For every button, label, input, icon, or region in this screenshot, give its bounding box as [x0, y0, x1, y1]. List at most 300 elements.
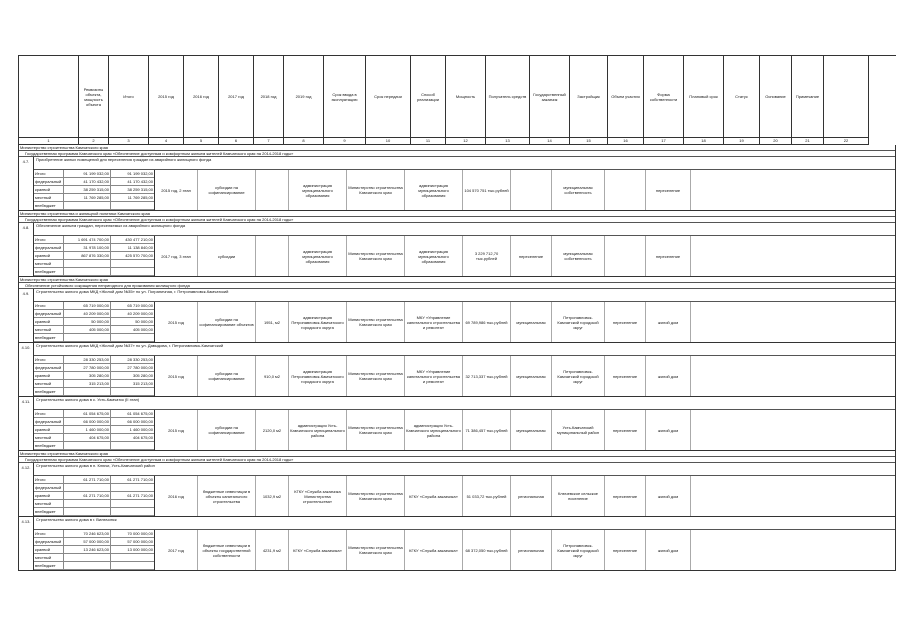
financing-row [34, 554, 154, 562]
financing-value [111, 334, 154, 341]
financing-row [34, 426, 154, 434]
object-cell: 3 229 712,70 тыс.рублей [463, 236, 511, 276]
financing-row [34, 530, 154, 538]
financing-row [34, 418, 154, 426]
financing-row [34, 310, 154, 318]
financing-value: внебюджет [34, 508, 64, 515]
object-cell: жилой дом [646, 476, 691, 516]
financing-value: 425 570 700,00 [125, 253, 153, 258]
object-cell: 104 570 751 тыс.рублей [463, 170, 511, 210]
header-cell [19, 56, 79, 138]
financing-value: 11 769 285,00 [64, 194, 111, 201]
financing-row [34, 538, 154, 546]
header-cell: 2019 год [284, 56, 324, 138]
financing-value: краевой [34, 372, 64, 379]
header-cell: Примечание [792, 56, 824, 138]
object-cell: администрация Усть-Камчатского муниципального района [405, 410, 463, 450]
object-cell: КГКУ «Служба заказчика» [405, 530, 463, 570]
financing-value: краевой [34, 318, 64, 325]
section-title: Министерство строительства Камчатского края [19, 145, 895, 151]
column-number: 10 [366, 138, 411, 145]
financing-value: 65 719 000,00 [64, 302, 111, 309]
object-cell: жилой дом [646, 302, 691, 342]
financing-value: федеральный [34, 538, 64, 545]
financing-value: местный [34, 326, 64, 333]
object-cell: жилой дом [646, 410, 691, 450]
object-cell: субсидии на софинансирование объектов [198, 302, 256, 342]
object-cell: 1951, м2 [256, 302, 289, 342]
object-cell [256, 236, 289, 276]
financing-value: внебюджет [34, 202, 64, 209]
object-cell: администрация Петропавловск-Камчатского городского округа [289, 302, 347, 342]
financing-value: 315 213,00 [64, 380, 111, 387]
financing-value: местный [34, 194, 64, 201]
header-cell: Срок передачи [366, 56, 411, 138]
financing-row [34, 476, 154, 484]
object-name: Строительство жилого дома МКД «Жилой дом №37» по ул. Давыдова, г. Петропавловск-Камчатский [34, 343, 895, 356]
financing-value: 41 170 432,00 [127, 179, 153, 184]
header-cell: Основание [760, 56, 792, 138]
object-cell: администрация Усть-Камчатского муниципального района [289, 410, 347, 450]
column-number: 9 [324, 138, 366, 145]
column-number: 16 [608, 138, 644, 145]
object-number: 4.9. [19, 289, 34, 342]
object-cell: переселение [646, 236, 691, 276]
financing-value: 1 460 000,00 [64, 426, 111, 433]
column-number: 6 [219, 138, 254, 145]
object-number: 4.12. [19, 463, 34, 516]
object-cell: 1032,9 м2 [256, 476, 289, 516]
object-cell: 910,0 м2 [256, 356, 289, 396]
object-cell [605, 236, 646, 276]
financing-value: федеральный [34, 364, 64, 371]
table-body [18, 145, 896, 571]
object-cell: субсидии на софинансирование [198, 410, 256, 450]
object-name: Приобретение жилых помещений для переселения граждан из аварийного жилищного фонда [34, 157, 895, 170]
financing-row [34, 388, 154, 396]
financing-value: 40 209 000,00 [64, 310, 111, 317]
object-cell: 2017 год [155, 530, 198, 570]
object-cell: переселение [605, 410, 646, 450]
object-cell: муниципальная [511, 410, 552, 450]
header-cell: Итого [109, 56, 149, 138]
object-cell: администрация муниципального образования [405, 236, 463, 276]
object-cell: муниципальная [511, 356, 552, 396]
object-cell: субсидии на софинансирование [198, 356, 256, 396]
object-cell: переселение [605, 302, 646, 342]
header-cell: 2015 год [149, 56, 184, 138]
financing-block [34, 410, 155, 450]
object-cell: 32 713,337 тыс.рублей [463, 356, 511, 396]
financing-value: 31 978 100,00 [64, 244, 111, 251]
object-cell: региональная [511, 530, 552, 570]
object-cell: субсидии [198, 236, 256, 276]
financing-value: 40 209 000,00 [127, 311, 153, 316]
header-cell: 2017 год [219, 56, 254, 138]
column-number: 17 [644, 138, 684, 145]
object-cell: КГКУ «Служба заказчика» [289, 530, 347, 570]
object-cell: Министерство строительства Камчатского края [347, 410, 405, 450]
financing-row [34, 186, 154, 194]
object-cell: КГКУ «Служба заказчика Министерства строительства» [289, 476, 347, 516]
financing-value [111, 500, 154, 507]
object-cell: МКУ «Управление капитального строительства и ремонта» [405, 302, 463, 342]
object-cell: 2120,0 м2 [256, 410, 289, 450]
object-name: Строительство жилого дома в г. Вилючинск [34, 517, 895, 530]
object-cell [511, 170, 552, 210]
financing-value: 405 000,00 [132, 327, 153, 332]
program-title: Обеспечение устойчивого сокращения непригодного для проживания жилищного фонда [19, 283, 895, 289]
financing-value [111, 562, 154, 569]
program-title: Государственная программа Камчатского края «Обеспечение доступным и комфортным жильем жителей Камчатского края на 2014-2018 годы» [19, 457, 895, 463]
object-cell: переселение [646, 170, 691, 210]
column-number: 3 [109, 138, 149, 145]
column-numbers-row [18, 138, 896, 145]
financing-value: 404 675,00 [64, 434, 111, 441]
object-number: 4.7. [19, 157, 34, 210]
financing-value: 28 330 253,00 [64, 356, 111, 363]
financing-value: 13 000 000,00 [127, 547, 153, 552]
financing-value: Итого [34, 356, 64, 363]
financing-value [111, 268, 154, 275]
financing-value: 65 719 000,00 [127, 303, 153, 308]
object-cell: жилой дом [646, 356, 691, 396]
header-cell: Получатель средств [486, 56, 530, 138]
financing-value: местный [34, 500, 64, 507]
financing-value [64, 500, 111, 507]
financing-value: 305 280,00 [64, 372, 111, 379]
object-cell: муниципальная [511, 302, 552, 342]
financing-value: 404 675,00 [132, 435, 153, 440]
header-cell: Застройщик [570, 56, 608, 138]
object-cell: бюджетные инвестиции в объекты государственной собственности [198, 530, 256, 570]
financing-value: 50 000,00 [64, 318, 111, 325]
object-cell: переселение [511, 236, 552, 276]
financing-row [34, 202, 154, 210]
financing-value: 61 271 710,00 [64, 492, 111, 499]
financing-value: 50 000,00 [135, 319, 153, 324]
object-cell: Министерство строительства Камчатского края [347, 530, 405, 570]
header-cell: Мощность [446, 56, 486, 138]
object-cell: жилой дом [646, 530, 691, 570]
financing-row [34, 410, 154, 418]
object-cell: 2015 год, 2 этап [155, 170, 198, 210]
financing-value [64, 484, 111, 491]
financing-value: 11 769 285,00 [127, 195, 153, 200]
header-cell: Плановый срок [684, 56, 724, 138]
object-row [19, 397, 895, 451]
financing-value: федеральный [34, 310, 64, 317]
financing-value: 27 780 000,00 [127, 365, 153, 370]
financing-block [34, 476, 155, 516]
financing-row [34, 170, 154, 178]
financing-block [34, 530, 155, 570]
financing-value: федеральный [34, 418, 64, 425]
financing-row [34, 500, 154, 508]
financing-value: 61 271 710,00 [64, 476, 111, 483]
financing-row [34, 302, 154, 310]
column-number: 13 [486, 138, 530, 145]
financing-row [34, 334, 154, 342]
financing-value: Итого [34, 410, 64, 417]
financing-value [64, 562, 111, 569]
object-cell: администрация муниципального образования [405, 170, 463, 210]
object-cell: 71 386,457 тыс.рублей [463, 410, 511, 450]
financing-value: 70 246 623,00 [64, 530, 111, 537]
object-cell: 2015 год [155, 356, 198, 396]
section [18, 211, 896, 277]
object-cell: Министерство строительства Камчатского края [347, 302, 405, 342]
financing-row [34, 484, 154, 492]
financing-value: 61 271 710,00 [127, 477, 153, 482]
column-number: 4 [149, 138, 184, 145]
financing-value: 28 330 253,00 [127, 357, 153, 362]
financing-value [64, 442, 111, 449]
financing-value: местный [34, 434, 64, 441]
column-number: 7 [254, 138, 284, 145]
financing-value: 66 000 000,00 [64, 418, 111, 425]
object-cell: 4231,9 м2 [256, 530, 289, 570]
object-cell: 2017 год, 3 этап [155, 236, 198, 276]
column-number: 15 [570, 138, 608, 145]
object-cell: Ключевское сельское поселение [552, 476, 605, 516]
financing-value: 57 000 000,00 [64, 538, 111, 545]
financing-value: 1 460 000,00 [129, 427, 153, 432]
financing-value: внебюджет [34, 268, 64, 275]
financing-value [64, 388, 111, 395]
financing-value: внебюджет [34, 334, 64, 341]
object-cell: Петропавловск-Камчатский городской округ [552, 356, 605, 396]
column-number: 21 [792, 138, 824, 145]
financing-value: 66 000 000,00 [127, 419, 153, 424]
object-cell [605, 170, 646, 210]
financing-block [34, 356, 155, 396]
header-cell: 2016 год [184, 56, 219, 138]
column-number: 1 [19, 138, 79, 145]
object-row [19, 343, 895, 397]
column-number: 5 [184, 138, 219, 145]
financing-block [34, 170, 155, 210]
object-name: Строительство жилого дома в с. Усть-Камчатск (II этап) [34, 397, 895, 410]
financing-value: 1 691 474 700,00 [64, 236, 111, 243]
financing-row [34, 194, 154, 202]
object-row [19, 289, 895, 343]
object-cell: 51 033,72 тыс.рублей [463, 476, 511, 516]
financing-value: 61 054 675,00 [127, 411, 153, 416]
financing-row [34, 244, 154, 252]
object-cell: переселение [605, 530, 646, 570]
object-cell: администрация муниципального образования [289, 170, 347, 210]
object-cell: 69 789,986 тыс.рублей [463, 302, 511, 342]
section [18, 277, 896, 451]
object-cell: 2015 год [155, 410, 198, 450]
object-cell: Министерство строительства Камчатского края [347, 476, 405, 516]
object-row [19, 157, 895, 211]
object-cell: бюджетные инвестиции в объекты капитального строительства [198, 476, 256, 516]
section [18, 145, 896, 211]
financing-value [111, 508, 154, 515]
financing-value: Итого [34, 302, 64, 309]
object-cell: переселение [605, 356, 646, 396]
financing-value: краевой [34, 252, 64, 259]
financing-value: 38 259 315,00 [64, 186, 111, 193]
financing-row [34, 178, 154, 186]
financing-value: местный [34, 380, 64, 387]
column-number: 2 [79, 138, 109, 145]
object-name: Обеспечение жильем граждан, переселяемых из аварийного жилищного фонда [34, 223, 895, 236]
financing-row [34, 442, 154, 450]
object-cell: 68 372,050 тыс.рублей [463, 530, 511, 570]
object-row [19, 517, 895, 571]
object-cell: администрация муниципального образования [289, 236, 347, 276]
financing-value: краевой [34, 426, 64, 433]
header-cell: Способ реализации [411, 56, 446, 138]
financing-value [111, 484, 154, 491]
financing-value: 61 054 675,00 [64, 410, 111, 417]
financing-value: местный [34, 260, 64, 267]
object-cell: муниципальная собственность [552, 236, 605, 276]
object-cell: переселение [605, 476, 646, 516]
section-title: Министерство строительства Камчатского края [19, 451, 895, 457]
financing-row [34, 236, 154, 244]
financing-value: внебюджет [34, 562, 64, 569]
object-number: 4.13. [19, 517, 34, 570]
financing-row [34, 562, 154, 570]
financing-row [34, 268, 154, 276]
object-cell: 2015 год [155, 302, 198, 342]
header-cell: Форма собственности [644, 56, 684, 138]
financing-value: местный [34, 554, 64, 561]
table-header [18, 55, 896, 138]
object-name: Строительство жилого дома в п. Ключи, Усть-Камчатский район [34, 463, 895, 476]
financing-row [34, 380, 154, 388]
financing-value [64, 554, 111, 561]
financing-value: федеральный [34, 484, 64, 491]
object-cell: администрация Петропавловск-Камчатского городского округа [289, 356, 347, 396]
object-cell: Министерство строительства Камчатского края [347, 236, 405, 276]
financing-row [34, 546, 154, 554]
column-number: 12 [446, 138, 486, 145]
financing-value: 315 213,00 [132, 381, 153, 386]
financing-value [64, 508, 111, 515]
column-number: 19 [724, 138, 760, 145]
financing-value: 305 280,00 [132, 373, 153, 378]
column-number: 18 [684, 138, 724, 145]
column-number: 8 [284, 138, 324, 145]
object-cell: Усть-Камчатский муниципальный район [552, 410, 605, 450]
object-number: 4.11. [19, 397, 34, 450]
financing-value: 70 000 000,00 [127, 531, 153, 536]
financing-value [64, 202, 111, 209]
object-cell: Петропавловск-Камчатский городской округ [552, 302, 605, 342]
object-cell: муниципальная собственность [552, 170, 605, 210]
object-number: 4.8. [19, 223, 34, 276]
object-cell: МКУ «Управление капитального строительства и ремонта» [405, 356, 463, 396]
financing-value: 11 138 840,00 [127, 245, 153, 250]
object-row [19, 463, 895, 517]
financing-value: 91 199 032,00 [127, 171, 153, 176]
document-sheet [18, 55, 896, 635]
financing-value: Итого [34, 170, 64, 177]
financing-value: 13 246 623,00 [64, 546, 111, 553]
header-cell: Государственный заказчик [530, 56, 570, 138]
financing-value: 38 259 315,00 [127, 187, 153, 192]
program-title: Государственная программа Камчатского края «Обеспечение доступным и комфортным жильем жителей Камчатского края на 2014-2018 годы» [19, 151, 895, 157]
financing-row [34, 260, 154, 268]
financing-row [34, 326, 154, 334]
financing-value: краевой [34, 186, 64, 193]
financing-row [34, 364, 154, 372]
financing-value: краевой [34, 492, 64, 499]
program-title: Государственная программа Камчатского края «Обеспечение доступным и комфортным жильем жителей Камчатского края на 2014-2018 годы» [19, 217, 895, 223]
financing-value: Итого [34, 236, 64, 243]
header-cell: Реквизиты объекта, мощность объекта [79, 56, 109, 138]
financing-value: внебюджет [34, 442, 64, 449]
object-number: 4.10. [19, 343, 34, 396]
financing-value: Итого [34, 530, 64, 537]
header-cell: Объем участия [608, 56, 644, 138]
financing-row [34, 318, 154, 326]
financing-value [111, 260, 154, 267]
header-cell: Срок ввода в эксплуатацию [324, 56, 366, 138]
object-cell: Министерство строительства Камчатского края [347, 356, 405, 396]
object-cell: Министерство строительства Камчатского края [347, 170, 405, 210]
financing-value: 405 000,00 [64, 326, 111, 333]
financing-value [111, 442, 154, 449]
financing-value: Итого [34, 476, 64, 483]
financing-value [111, 202, 154, 209]
financing-row [34, 372, 154, 380]
financing-value [64, 268, 111, 275]
financing-value: 61 271 710,00 [127, 493, 153, 498]
section-title: Министерство строительства Камчатского края [19, 277, 895, 283]
header-cell: Статус [724, 56, 760, 138]
financing-value [111, 388, 154, 395]
financing-value: 27 780 000,00 [64, 364, 111, 371]
section [18, 451, 896, 571]
column-number: 14 [530, 138, 570, 145]
header-cell [824, 56, 869, 138]
financing-value: 41 170 432,00 [64, 178, 111, 185]
object-cell [256, 170, 289, 210]
header-cell: 2018 год [254, 56, 284, 138]
object-cell: КГКУ «Служба заказчика» [405, 476, 463, 516]
financing-row [34, 252, 154, 260]
financing-row [34, 356, 154, 364]
column-number: 11 [411, 138, 446, 145]
financing-block [34, 302, 155, 342]
financing-value: 867 876 330,00 [64, 252, 111, 259]
financing-value: федеральный [34, 244, 64, 251]
section-title: Министерство строительства и жилищной политики Камчатского края [19, 211, 895, 217]
financing-row [34, 492, 154, 500]
financing-block [34, 236, 155, 276]
financing-value: 430 477 210,00 [125, 237, 153, 242]
object-cell: субсидии на софинансирование [198, 170, 256, 210]
column-number: 22 [824, 138, 869, 145]
financing-value [111, 554, 154, 561]
financing-row [34, 434, 154, 442]
object-cell: региональная [511, 476, 552, 516]
financing-row [34, 508, 154, 516]
object-row [19, 223, 895, 277]
object-cell: 2016 год [155, 476, 198, 516]
financing-value: федеральный [34, 178, 64, 185]
object-cell: Петропавловск-Камчатский городской округ [552, 530, 605, 570]
financing-value: 91 199 032,00 [64, 170, 111, 177]
column-number: 20 [760, 138, 792, 145]
financing-value: 57 000 000,00 [127, 539, 153, 544]
